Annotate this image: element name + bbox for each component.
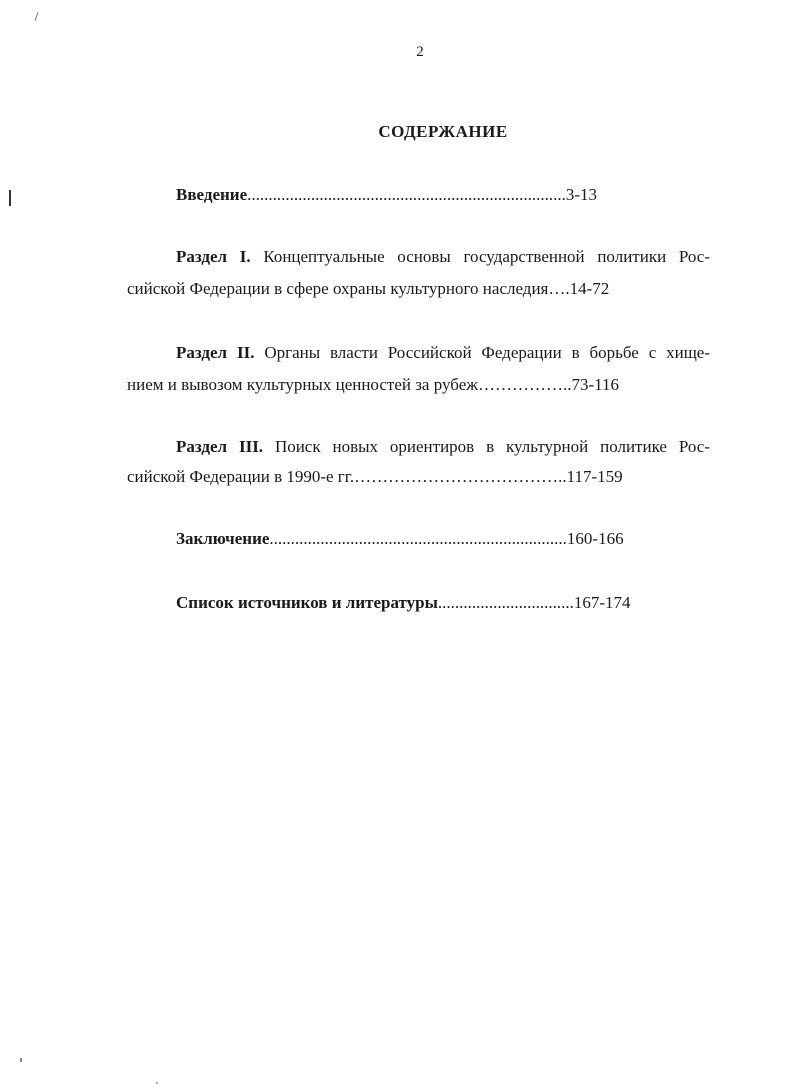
- toc-entry-text: Концептуальные основы государственной политики Рос-: [263, 247, 711, 266]
- toc-page-range: 73-116: [571, 375, 620, 394]
- toc-entry-text: Органы власти Российской Федерации в борьбе с хище-: [264, 343, 711, 362]
- toc-entry-text: сийской Федерации в 1990-е гг.: [127, 467, 355, 486]
- toc-entry-section3-line1: [176, 436, 710, 458]
- toc-entry-label: Список источников и литературы: [176, 593, 438, 612]
- scan-artifact-dot: [156, 1082, 158, 1084]
- toc-entry-section1-line1: [176, 246, 710, 268]
- toc-entry-label: Заключение: [176, 529, 270, 548]
- toc-entry-label: Раздел II.: [176, 343, 255, 362]
- toc-page-range: 3-13: [565, 185, 598, 204]
- toc-leader: ….: [548, 279, 570, 298]
- toc-leader: ......................................................................: [269, 529, 567, 548]
- toc-entry-sources: [176, 592, 631, 614]
- toc-leader: ................................: [437, 593, 574, 612]
- scan-artifact-bar: [9, 190, 11, 206]
- scan-artifact-mark: [34, 12, 38, 21]
- toc-entry-section2-line1: [176, 342, 710, 364]
- page-number: 2: [416, 44, 424, 60]
- scan-artifact-dot: [20, 1058, 22, 1062]
- page-title: СОДЕРЖАНИЕ: [378, 122, 508, 141]
- toc-entry-section3-line2: [127, 466, 623, 488]
- toc-entry-section2-line2: [127, 374, 619, 396]
- toc-page-range: 117-159: [566, 467, 623, 486]
- toc-entry-label: Введение: [176, 185, 248, 204]
- toc-leader: ………………………………..: [354, 467, 567, 486]
- toc-entry-text: нием и вывозом культурных ценностей за рубеж: [127, 375, 478, 394]
- toc-entry-label: Раздел III.: [176, 437, 264, 456]
- toc-entry-conclusion: [176, 528, 624, 550]
- toc-page-range: 14-72: [569, 279, 610, 298]
- toc-leader: ...........................................................................: [247, 185, 566, 204]
- toc-entry-text: Поиск новых ориентиров в культурной политике Рос-: [274, 437, 710, 456]
- toc-entry-section1-line2: [127, 278, 609, 300]
- toc-leader: ……………..: [478, 375, 572, 394]
- toc-entry-text: сийской Федерации в сфере охраны культурного наследия: [127, 279, 549, 298]
- toc-page-range: 160-166: [566, 529, 624, 548]
- toc-entry-intro: [176, 184, 597, 206]
- toc-entry-label: Раздел I.: [176, 247, 251, 266]
- toc-page-range: 167-174: [573, 593, 631, 612]
